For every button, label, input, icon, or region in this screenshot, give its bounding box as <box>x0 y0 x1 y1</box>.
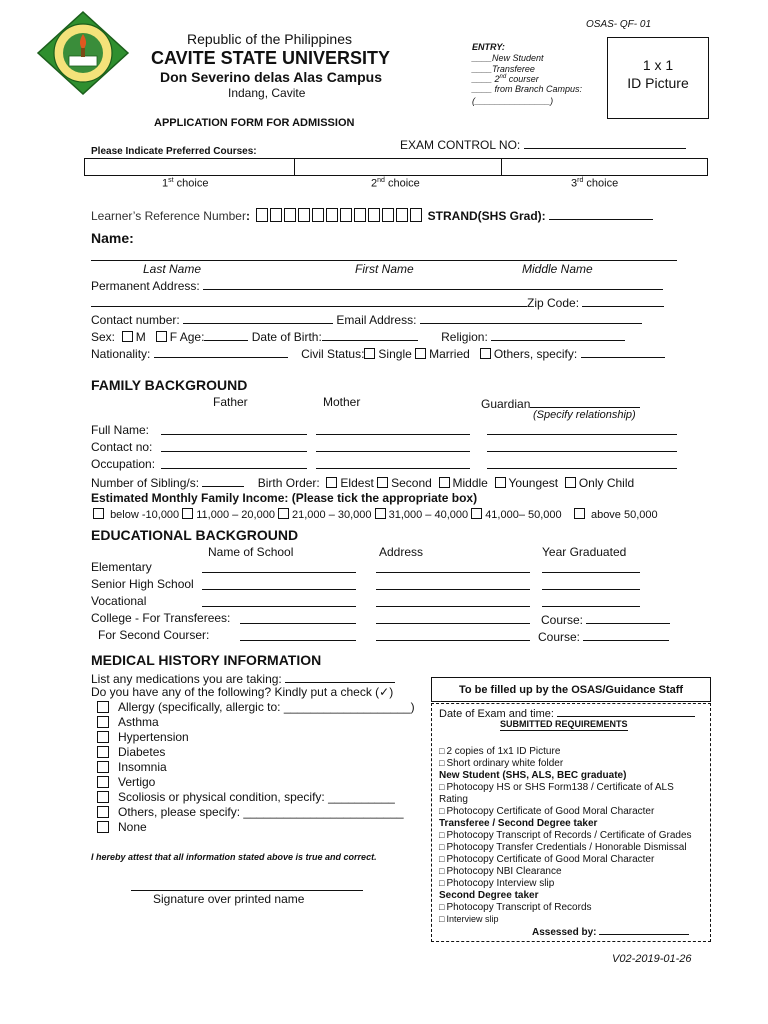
order-only-child-label: Only Child <box>578 476 635 490</box>
nationality-label: Nationality: <box>91 347 151 361</box>
req-6-text: Transferee / Second Degree taker <box>439 818 598 829</box>
order-middle-checkbox[interactable] <box>439 477 450 488</box>
income-below-10k-checkbox[interactable] <box>93 508 104 519</box>
shs-label: Senior High School <box>91 577 194 591</box>
family-background-title: FAMILY BACKGROUND <box>91 377 248 393</box>
version-code: V02-2019-01-26 <box>612 953 692 965</box>
req-line-10: □ Photocopy NBI Clearance <box>439 866 562 877</box>
choice-1-sup: st <box>168 177 174 184</box>
civil-others-field[interactable] <box>581 345 665 358</box>
entry-new-student-label: New Student <box>492 53 544 63</box>
guardian-fullname-field[interactable] <box>487 434 677 435</box>
req-line-11: □ Photocopy Interview slip <box>439 878 555 889</box>
sex-label: Sex: <box>91 330 116 344</box>
elementary-label: Elementary <box>91 560 152 574</box>
med-others-label: Others, please specify: ________________________ <box>118 805 404 819</box>
signature-label: Signature over printed name <box>153 892 305 906</box>
req-line-6 <box>439 818 597 829</box>
income-21k-30k-checkbox[interactable] <box>278 508 289 519</box>
course-choice-table <box>84 158 708 176</box>
col-address: Address <box>379 545 424 559</box>
assessed-by-label: Assessed by: <box>532 927 597 938</box>
req-line-13: □ Photocopy Transcript of Records <box>439 902 592 913</box>
req-5-text: Photocopy Certificate of Good Moral Character <box>446 806 655 817</box>
req-11-text: Photocopy Interview slip <box>446 878 555 889</box>
zip-code-label: Zip Code: <box>527 296 580 310</box>
sex-f-label: F <box>169 330 178 344</box>
second-school-field[interactable] <box>240 640 356 641</box>
med-insomnia-checkbox[interactable] <box>97 761 109 773</box>
req-9-text: Photocopy Certificate of Good Moral Character <box>446 854 655 865</box>
income-11k-20k-label: 11,000 – 20,000 <box>196 509 275 521</box>
mother-occupation-field[interactable] <box>316 468 470 469</box>
date-exam-label: Date of Exam and time: <box>439 708 554 720</box>
entry-branch-field[interactable]: (_______________) <box>472 96 554 106</box>
req-13-text: Photocopy Transcript of Records <box>446 902 592 913</box>
family-full-name-label: Full Name: <box>91 423 150 437</box>
entry-new-student[interactable]: ____New Student <box>472 53 544 63</box>
email-label: Email Address: <box>336 313 417 327</box>
college-school-field[interactable] <box>240 623 356 624</box>
req-14-text: Interview slip <box>446 914 499 924</box>
order-eldest-checkbox[interactable] <box>326 477 337 488</box>
strand-label: STRAND(SHS Grad): <box>427 209 546 223</box>
strand-field[interactable] <box>549 207 653 220</box>
vocational-label: Vocational <box>91 594 147 608</box>
college-transferee-label: College - For Transferees: <box>91 611 231 625</box>
father-contact-field[interactable] <box>161 451 307 452</box>
age-field[interactable] <box>204 328 248 341</box>
req-8-text: Photocopy Transfer Credentials / Honorable Dismissal <box>446 842 687 853</box>
contact-number-label: Contact number: <box>91 313 180 327</box>
form-title: APPLICATION FORM FOR ADMISSION <box>154 117 355 129</box>
entry-label: ENTRY: <box>472 42 505 52</box>
med-asthma-label: Asthma <box>118 715 159 729</box>
id-picture-size: 1 x 1 <box>642 57 674 73</box>
course-choice-1-cell[interactable] <box>85 159 295 175</box>
req-line-9: □ Photocopy Certificate of Good Moral Character <box>439 854 655 865</box>
req-3-text: Photocopy HS or SHS Form138 / Certificate of ALS <box>446 782 674 793</box>
assessed-by-row[interactable] <box>532 925 689 938</box>
second-course-label: Course: <box>538 630 581 644</box>
order-only-child-checkbox[interactable] <box>565 477 576 488</box>
med-others-checkbox[interactable] <box>97 806 109 818</box>
guardian-contact-field[interactable] <box>487 451 677 452</box>
med-insomnia-label: Insomnia <box>118 760 167 774</box>
exam-control-label: EXAM CONTROL NO: <box>400 138 521 152</box>
campus-location: Indang, Cavite <box>228 86 306 100</box>
civil-single-label: Single <box>378 347 412 361</box>
med-allergy-checkbox[interactable] <box>97 701 109 713</box>
religion-field[interactable] <box>491 328 625 341</box>
contact-email-row[interactable] <box>91 311 642 327</box>
name-field-line[interactable] <box>91 260 677 261</box>
name-label: Name: <box>91 230 134 246</box>
med-asthma-checkbox[interactable] <box>97 716 109 728</box>
entry-second-courser-label: courser <box>508 74 539 84</box>
first-name-label: First Name <box>355 262 414 276</box>
order-second-checkbox[interactable] <box>377 477 388 488</box>
req-2-text: New Student (SHS, ALS, BEC graduate) <box>439 770 627 781</box>
income-above-50k-checkbox[interactable] <box>574 508 585 519</box>
income-41k-50k-checkbox[interactable] <box>471 508 482 519</box>
university-seal <box>34 10 132 96</box>
med-none-label: None <box>118 820 147 834</box>
staff-section-box <box>431 703 711 942</box>
col-year-graduated: Year Graduated <box>542 545 627 559</box>
shs-school-field[interactable] <box>202 589 356 590</box>
req-7-text: Photocopy Transcript of Records / Certificate of Grades <box>446 830 692 841</box>
income-above-50k-label: above 50,000 <box>590 509 658 521</box>
medications-row[interactable] <box>91 670 395 686</box>
order-youngest-checkbox[interactable] <box>495 477 506 488</box>
lrn-label: Learner’s Reference Number <box>91 209 246 223</box>
mother-column-label: Mother <box>323 395 361 409</box>
med-diabetes-checkbox[interactable] <box>97 746 109 758</box>
income-row <box>93 508 658 521</box>
req-0-text: 2 copies of 1x1 ID Picture <box>446 746 561 757</box>
staff-title-box <box>431 677 711 702</box>
submitted-requirements-title: SUBMITTED REQUIREMENTS <box>500 719 628 729</box>
shs-address-field[interactable] <box>376 589 530 590</box>
nationality-row <box>91 345 665 361</box>
elementary-school-field[interactable] <box>202 572 356 573</box>
father-fullname-field[interactable] <box>161 434 307 435</box>
civil-married-checkbox[interactable] <box>415 348 426 359</box>
middle-name-label: Middle Name <box>522 262 593 276</box>
specify-relationship-note: (Specify relationship) <box>533 409 636 421</box>
med-scoliosis-label: Scoliosis or physical condition, specify: __________ <box>118 790 395 804</box>
choice-1-num: 1 <box>162 177 169 190</box>
req-line-12 <box>439 890 539 901</box>
guardian-relationship-field[interactable] <box>530 395 640 408</box>
req-line-0: □ 2 copies of 1x1 ID Picture <box>439 746 561 757</box>
req-4-text: Rating <box>439 794 468 805</box>
shs-year-field[interactable] <box>542 589 640 590</box>
college-course-label: Course: <box>541 613 584 627</box>
elementary-address-field[interactable] <box>376 572 530 573</box>
income-title: Estimated Monthly Family Income: (Please tick the appropriate box) <box>91 491 478 505</box>
order-youngest-label: Youngest <box>508 476 559 490</box>
choice-3-word: choice <box>586 177 619 190</box>
med-hypertension-label: Hypertension <box>118 730 189 744</box>
second-address-field[interactable] <box>376 640 530 641</box>
dob-field[interactable] <box>322 328 418 341</box>
guardian-occupation-field[interactable] <box>487 468 677 469</box>
income-21k-30k-label: 21,000 – 30,000 <box>292 509 372 521</box>
entry-transferee-label: Transferee <box>492 64 535 74</box>
second-course-field[interactable] <box>538 628 669 644</box>
med-allergy-label: Allergy (specifically, allergic to: ___________________) <box>118 700 415 714</box>
university-name: CAVITE STATE UNIVERSITY <box>151 48 391 68</box>
med-hypertension-checkbox[interactable] <box>97 731 109 743</box>
entry-second-courser-sup: nd <box>499 74 507 80</box>
mother-fullname-field[interactable] <box>316 434 470 435</box>
med-vertigo-label: Vertigo <box>118 775 156 789</box>
order-middle-label: Middle <box>452 476 488 490</box>
college-course-field[interactable] <box>541 611 670 627</box>
elementary-year-field[interactable] <box>542 572 640 573</box>
staff-title: To be filled up by the OSAS/Guidance Staff <box>458 684 684 696</box>
preferred-courses-label: Please Indicate Preferred Courses: <box>91 146 257 157</box>
second-courser-label: For Second Courser: <box>98 628 210 642</box>
income-31k-40k-checkbox[interactable] <box>375 508 386 519</box>
course-choice-3-cell[interactable] <box>502 159 707 175</box>
birth-order-label: Birth Order: <box>257 476 320 490</box>
age-label: Age: <box>179 330 205 344</box>
req-line-14: □ Interview slip <box>439 914 499 924</box>
col-name-of-school: Name of School <box>208 545 294 559</box>
vocational-address-field[interactable] <box>376 606 530 607</box>
civil-single-checkbox[interactable] <box>364 348 375 359</box>
form-code: OSAS- QF- 01 <box>586 19 652 30</box>
income-below-10k-label: below -10,000 <box>110 509 180 521</box>
req-line-4 <box>439 794 468 805</box>
entry-branch[interactable]: ____ from Branch Campus: <box>472 84 583 94</box>
father-column-label: Father <box>213 395 248 409</box>
req-line-2 <box>439 770 626 781</box>
medications-label: List any medications you are taking: <box>91 672 282 686</box>
civil-status-label: Civil Status: <box>301 347 365 361</box>
sex-m-label: M <box>135 330 146 344</box>
guardian-label: Guardian <box>481 397 531 411</box>
med-diabetes-label: Diabetes <box>118 745 166 759</box>
entry-second-courser-num: 2 <box>494 74 500 84</box>
req-line-5: □ Photocopy Certificate of Good Moral Character <box>439 806 655 817</box>
sex-m-checkbox[interactable] <box>122 331 133 342</box>
lrn-row: Learner’s Reference Number: STRAND(SHS Grad): <box>91 207 653 223</box>
mother-contact-field[interactable] <box>316 451 470 452</box>
med-scoliosis-checkbox[interactable] <box>97 791 109 803</box>
entry-transferee[interactable]: ____Transferee <box>472 64 535 74</box>
choice-1-word: choice <box>176 177 209 190</box>
republic-line: Republic of the Philippines <box>187 31 352 47</box>
req-line-3: □ Photocopy HS or SHS Form138 / Certificate of ALS <box>439 782 674 793</box>
vocational-year-field[interactable] <box>542 606 640 607</box>
family-contact-label: Contact no: <box>91 440 153 454</box>
siblings-field[interactable] <box>202 474 244 487</box>
lrn-boxes[interactable] <box>256 209 427 223</box>
family-occupation-label: Occupation: <box>91 457 156 471</box>
permanent-address-row[interactable] <box>91 277 663 293</box>
religion-label: Religion: <box>441 330 488 344</box>
med-vertigo-checkbox[interactable] <box>97 776 109 788</box>
permanent-address-label: Permanent Address: <box>91 279 200 293</box>
choice-2-word: choice <box>387 177 420 190</box>
medical-history-title: MEDICAL HISTORY INFORMATION <box>91 652 322 668</box>
req-12-text: Second Degree taker <box>439 890 539 901</box>
dob-label: Date of Birth: <box>251 330 322 344</box>
income-31k-40k-label: 31,000 – 40,000 <box>388 509 469 521</box>
choice-2-sup: nd <box>377 177 385 184</box>
req-10-text: Photocopy NBI Clearance <box>446 866 562 877</box>
entry-second-courser[interactable]: ____ 2nd courser <box>472 74 539 84</box>
address-line-2-row[interactable] <box>91 294 664 310</box>
attestation-text: I hereby attest that all information stated above is true and correct. <box>91 852 377 862</box>
choice-3-label <box>571 177 618 190</box>
req-line-8: □ Photocopy Transfer Credentials / Honorable Dismissal <box>439 842 687 853</box>
choice-3-sup: rd <box>577 177 584 184</box>
income-11k-20k-checkbox[interactable] <box>182 508 193 519</box>
signature-line[interactable] <box>131 890 363 891</box>
choice-1-label <box>162 177 208 190</box>
civil-others-label: Others, specify: <box>493 347 578 361</box>
last-name-label: Last Name <box>143 262 202 276</box>
medical-question: Do you have any of the following? Kindly put a check (✓) <box>91 685 394 699</box>
sex-f-checkbox[interactable] <box>156 331 167 342</box>
civil-others-checkbox[interactable] <box>480 348 491 359</box>
siblings-row <box>91 474 634 490</box>
order-second-label: Second <box>391 476 432 490</box>
id-picture-label: ID Picture <box>627 75 689 91</box>
nationality-field[interactable] <box>154 345 288 358</box>
father-occupation-field[interactable] <box>161 468 307 469</box>
exam-control-no[interactable] <box>400 136 686 152</box>
siblings-label: Number of Sibling/s: <box>91 476 200 490</box>
med-none-checkbox[interactable] <box>97 821 109 833</box>
choice-2-label <box>371 177 420 190</box>
sex-age-row <box>91 328 625 344</box>
income-41k-50k-label: 41,000– 50,000 <box>485 509 562 521</box>
choice-3-num: 3 <box>571 177 578 190</box>
entry-branch-label: from Branch Campus: <box>494 84 583 94</box>
vocational-school-field[interactable] <box>202 606 356 607</box>
order-eldest-label: Eldest <box>340 476 374 490</box>
civil-married-label: Married <box>429 347 470 361</box>
date-exam-row[interactable] <box>439 706 695 720</box>
id-picture-box <box>607 37 709 119</box>
choice-2-num: 2 <box>371 177 378 190</box>
course-choice-2-cell[interactable] <box>295 159 502 175</box>
req-1-text: Short ordinary white folder <box>446 758 564 769</box>
campus-name: Don Severino delas Alas Campus <box>160 69 382 85</box>
req-line-1: □ Short ordinary white folder <box>439 758 564 769</box>
college-address-field[interactable] <box>376 623 530 624</box>
req-line-7: □ Photocopy Transcript of Records / Certificate of Grades <box>439 830 692 841</box>
educational-background-title: EDUCATIONAL BACKGROUND <box>91 527 299 543</box>
